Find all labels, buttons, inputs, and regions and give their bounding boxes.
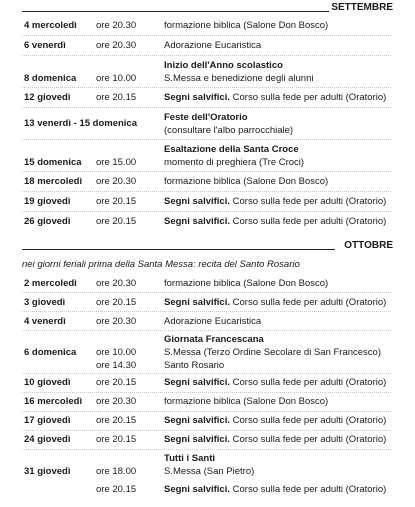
event-series: Segni salvifici. <box>164 297 230 308</box>
event-desc-rest: Corso sulla fede per adulti (Oratorio) <box>230 297 387 308</box>
event-series: Segni salvifici. <box>164 484 230 495</box>
event-day: 3 giovedì <box>24 297 66 308</box>
event-desc: Santo Rosario <box>164 360 225 371</box>
event-row <box>0 334 415 372</box>
header-rule <box>22 11 329 12</box>
row-divider <box>22 311 391 312</box>
row-divider <box>22 211 391 212</box>
event-desc <box>164 297 386 309</box>
row-divider <box>22 392 391 393</box>
event-desc <box>164 434 386 446</box>
event-day: 26 giovedì <box>24 216 71 227</box>
event-time: ore 10.00 <box>96 73 137 84</box>
event-time: ore 20.15 <box>96 92 137 103</box>
event-day: 8 domenica <box>24 73 77 84</box>
row-divider <box>22 430 391 431</box>
event-day: 13 venerdì - 15 domenica <box>24 118 137 129</box>
month-label: SETTEMBRE <box>331 2 393 13</box>
month-header-ottobre <box>22 240 393 252</box>
event-title: Giornata Francescana <box>164 334 264 345</box>
row-divider <box>22 411 391 412</box>
row-divider <box>22 171 391 172</box>
event-time: ore 10.00 <box>96 347 137 358</box>
event-series: Segni salvifici. <box>164 196 230 207</box>
event-time: ore 14.30 <box>96 360 137 371</box>
event-desc <box>164 92 386 104</box>
event-time: ore 20.30 <box>96 40 137 51</box>
event-day: 18 mercoledì <box>24 176 83 187</box>
event-time: ore 20.30 <box>96 176 137 187</box>
event-desc-rest: Corso sulla fede per adulti (Oratorio) <box>230 196 387 207</box>
month-header-settembre <box>22 2 393 14</box>
event-time: ore 20.30 <box>96 396 137 407</box>
event-title: Inizio dell'Anno scolastico <box>164 60 283 71</box>
month-label: OTTOBRE <box>344 240 393 251</box>
event-time: ore 20.30 <box>96 316 137 327</box>
event-desc: Adorazione Eucaristica <box>164 40 262 51</box>
event-desc-rest: Corso sulla fede per adulti (Oratorio) <box>230 377 387 388</box>
event-time: ore 20.15 <box>96 434 137 445</box>
event-day: 4 mercoledì <box>24 20 77 31</box>
event-day: 6 domenica <box>24 347 77 358</box>
event-title: Tutti i Santi <box>164 453 216 464</box>
event-desc <box>164 484 386 496</box>
event-time: ore 20.30 <box>96 20 137 31</box>
event-time: ore 20.30 <box>96 278 137 289</box>
event-day: 4 venerdì <box>24 316 66 327</box>
event-desc: formazione biblica (Salone Don Bosco) <box>164 176 329 187</box>
row-divider <box>22 35 391 36</box>
event-day: 24 giovedì <box>24 434 71 445</box>
row-divider <box>22 373 391 374</box>
event-day: 2 mercoledì <box>24 278 77 289</box>
event-series: Segni salvifici. <box>164 216 230 227</box>
event-desc-rest: Corso sulla fede per adulti (Oratorio) <box>230 216 387 227</box>
event-desc: formazione biblica (Salone Don Bosco) <box>164 278 329 289</box>
event-day: 15 domenica <box>24 157 82 168</box>
event-day: 17 giovedì <box>24 415 71 426</box>
header-rule <box>22 249 335 250</box>
row-divider <box>22 191 391 192</box>
event-desc: S.Messa e benedizione degli alunni <box>164 73 314 84</box>
event-title: Feste dell'Oratorio <box>164 112 248 123</box>
event-day: 6 venerdì <box>24 40 66 51</box>
row-divider <box>22 107 391 108</box>
row-divider <box>22 139 391 140</box>
event-row <box>0 144 415 170</box>
event-series: Segni salvifici. <box>164 434 230 445</box>
event-day: 10 giovedì <box>24 377 71 388</box>
event-desc-rest: Corso sulla fede per adulti (Oratorio) <box>230 434 387 445</box>
event-desc <box>164 415 386 427</box>
event-time: ore 20.15 <box>96 216 137 227</box>
event-desc: momento di preghiera (Tre Croci) <box>164 157 305 168</box>
event-desc: S.Messa (San Pietro) <box>164 466 255 477</box>
event-day: 12 giovedì <box>24 92 71 103</box>
event-series: Segni salvifici. <box>164 415 230 426</box>
event-time: ore 20.15 <box>96 484 137 495</box>
event-desc <box>164 196 386 208</box>
row-divider <box>22 330 391 331</box>
event-desc: Adorazione Eucaristica <box>164 316 262 327</box>
row-divider <box>22 449 391 450</box>
event-time: ore 20.15 <box>96 297 137 308</box>
event-desc-rest: Corso sulla fede per adulti (Oratorio) <box>230 92 387 103</box>
event-title: Esaltazione della Santa Croce <box>164 144 299 155</box>
event-desc <box>164 216 386 228</box>
row-divider <box>22 55 391 56</box>
rosary-note: nei giorni feriali prima della Santa Messa: recita del Santo Rosario <box>22 259 300 270</box>
event-desc: S.Messa (Terzo Ordine Secolare di San Francesco) <box>164 347 382 358</box>
event-series: Segni salvifici. <box>164 377 230 388</box>
event-desc: formazione biblica (Salone Don Bosco) <box>164 20 329 31</box>
event-row <box>0 112 415 138</box>
event-time: ore 15.00 <box>96 157 137 168</box>
event-time: ore 20.15 <box>96 377 137 388</box>
event-series: Segni salvifici. <box>164 92 230 103</box>
event-time: ore 20.15 <box>96 196 137 207</box>
row-divider <box>22 292 391 293</box>
row-divider <box>22 87 391 88</box>
event-day: 19 giovedì <box>24 196 71 207</box>
event-time: ore 18.00 <box>96 466 137 477</box>
event-time: ore 20.15 <box>96 415 137 426</box>
event-day: 31 giovedì <box>24 466 71 477</box>
event-row <box>0 60 415 86</box>
event-desc-rest: Corso sulla fede per adulti (Oratorio) <box>230 415 387 426</box>
event-row <box>0 453 415 495</box>
event-desc-rest: Corso sulla fede per adulti (Oratorio) <box>230 484 387 495</box>
event-desc: formazione biblica (Salone Don Bosco) <box>164 396 329 407</box>
event-desc <box>164 377 386 389</box>
event-desc: (consultare l'albo parrocchiale) <box>164 125 294 136</box>
event-day: 16 mercoledì <box>24 396 83 407</box>
